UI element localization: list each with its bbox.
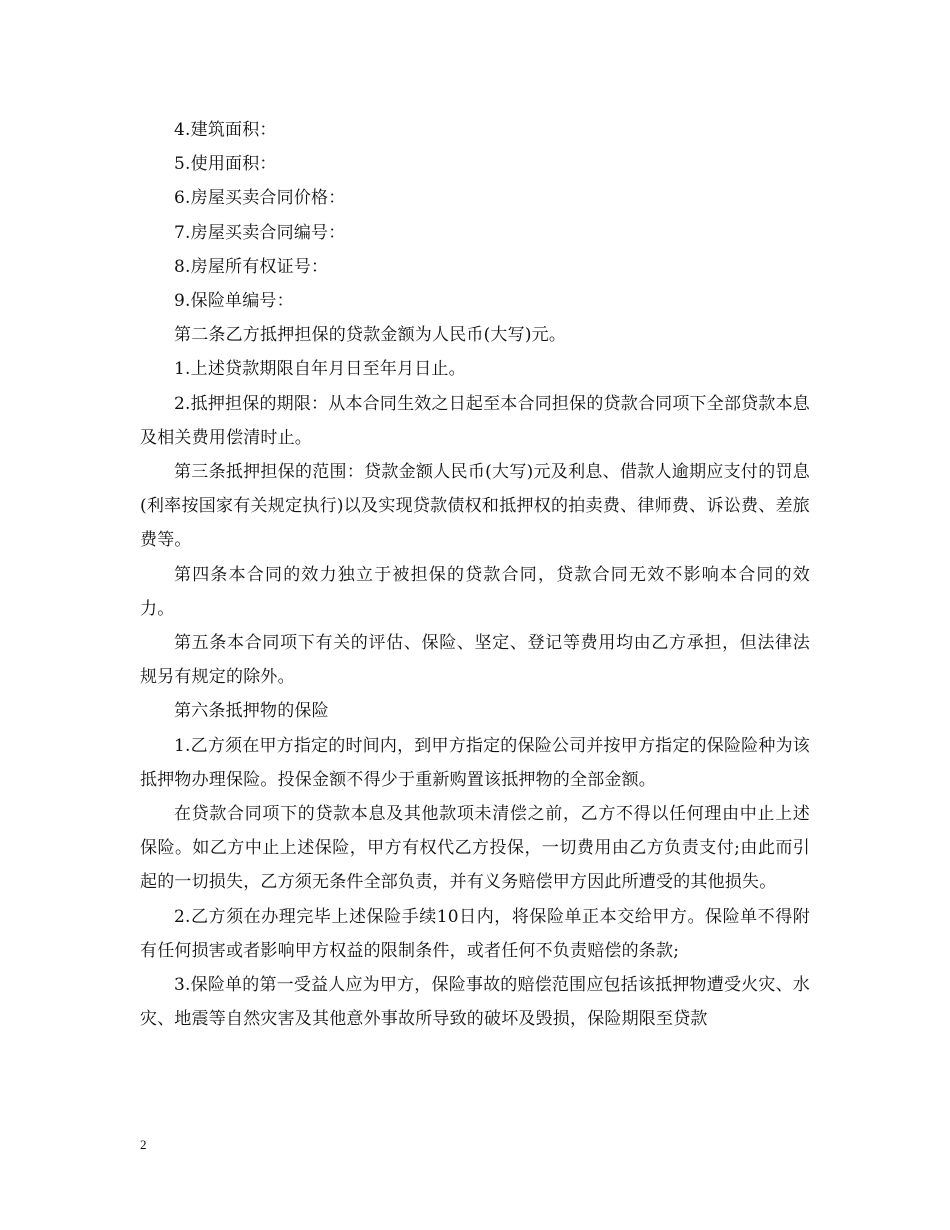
paragraph-loan-term: 1.上述贷款期限自年月日至年月日止。 <box>174 359 466 380</box>
paragraph-contract-price: 6.房屋买卖合同价格： <box>174 188 346 209</box>
paragraph-insurance-clause-1: 1.乙方须在甲方指定的时间内，到甲方指定的保险公司并按甲方指定的保险险种为该抵押物办理保险。投保金额不得少于重新购置该抵押物的全部金额。 <box>140 735 810 790</box>
paragraph-insurance-continuation: 在贷款合同项下的贷款本息及其他款项未清偿之前，乙方不得以任何理由中止上述保险。如乙方中止上述保险，甲方有权代乙方投保，一切费用由乙方负责支付;由此而引起的一切损失，乙方须无条件全部负责，并有义务赔偿甲方因此所遭受的其他损失。 <box>140 804 810 893</box>
paragraph-article-5: 第五条本合同项下有关的评估、保险、坚定、登记等费用均由乙方承担，但法律法规另有规定的除外。 <box>140 633 810 688</box>
paragraph-insurance-clause-2: 2.乙方须在办理完毕上述保险手续10日内，将保险单正本交给甲方。保险单不得附有任何损害或者影响甲方权益的限制条件，或者任何不负责赔偿的条款; <box>140 906 810 961</box>
page-number: 2 <box>140 1137 147 1152</box>
paragraph-article-2: 第二条乙方抵押担保的贷款金额为人民币(大写)元。 <box>174 325 567 346</box>
document-body <box>140 113 810 1036</box>
paragraph-insurance-clause-3: 3.保险单的第一受益人应为甲方，保险事故的赔偿范围应包括该抵押物遭受火灾、水灾、地震等自然灾害及其他意外事故所导致的破坏及毁损，保险期限至贷款 <box>140 975 810 1030</box>
paragraph-usable-area: 5.使用面积： <box>174 154 277 175</box>
paragraph-guarantee-term: 2.抵押担保的期限：从本合同生效之日起至本合同担保的贷款合同项下全部贷款本息及相关费用偿清时止。 <box>140 393 810 448</box>
paragraph-article-6-heading: 第六条抵押物的保险 <box>174 701 329 722</box>
paragraph-building-area: 4.建筑面积： <box>174 120 277 140</box>
paragraph-article-3: 第三条抵押担保的范围：贷款金额人民币(大写)元及利息、借款人逾期应支付的罚息(利率按国家有关规定执行)以及实现贷款债权和抵押权的拍卖费、律师费、诉讼费、差旅费等。 <box>140 462 810 551</box>
paragraph-ownership-certificate: 8.房屋所有权证号： <box>174 256 329 277</box>
paragraph-article-4: 第四条本合同的效力独立于被担保的贷款合同，贷款合同无效不影响本合同的效力。 <box>140 564 810 619</box>
paragraph-contract-number: 7.房屋买卖合同编号： <box>174 222 346 243</box>
paragraph-insurance-number: 9.保险单编号： <box>174 291 294 312</box>
